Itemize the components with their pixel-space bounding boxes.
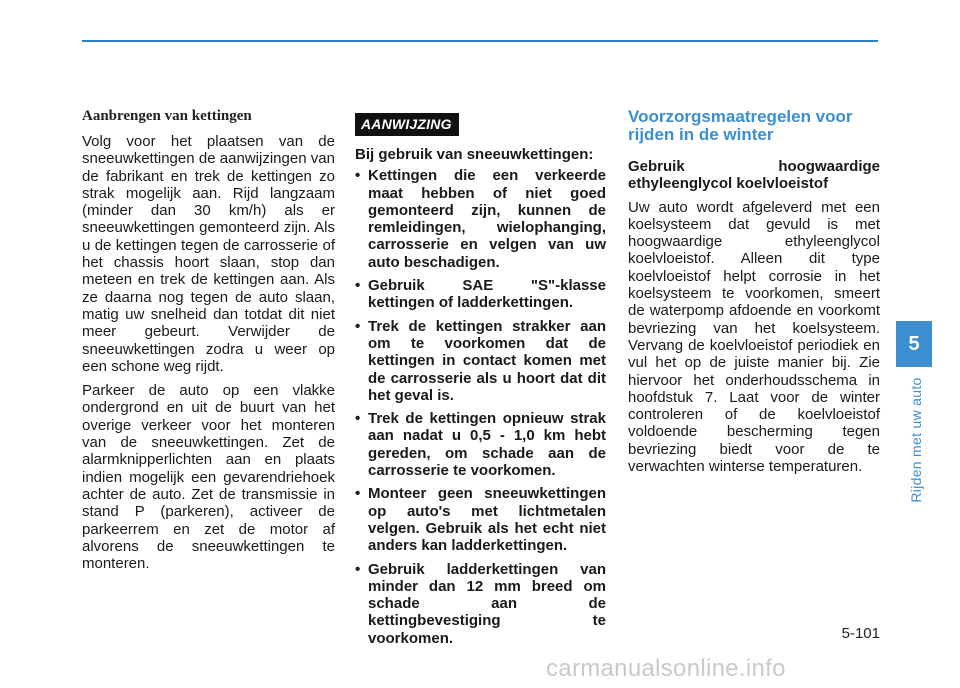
list-item [355, 167, 606, 271]
note-intro: Bij gebruik van sneeuwkettingen: [355, 146, 594, 163]
section-title: Voorzorgsmaatregelen voor rijden in de winter [628, 107, 853, 144]
list-item [355, 410, 606, 479]
sub-heading: Gebruik hoogwaardige ethyleenglycol koelvloeistof [628, 158, 880, 193]
bullet: • [355, 560, 361, 578]
note-badge: AANWIJZING [355, 113, 459, 136]
bullet: • [355, 485, 361, 503]
chapter-title: Rijden met uw auto [908, 377, 924, 503]
list-item-text: Gebruik SAE "S"-klasse kettingen of ladderkettingen. [368, 277, 606, 312]
list-item [355, 561, 606, 647]
bullet: • [355, 410, 361, 428]
header-rule [82, 40, 878, 42]
column-mounting-chains [82, 108, 335, 579]
note-list [355, 167, 606, 647]
list-item [355, 277, 606, 312]
list-item [355, 485, 606, 554]
list-item-text: Gebruik ladderkettingen van minder dan 12 mm breed om schade aan de kettingbevestiging te voorkomen. [368, 560, 606, 647]
bullet: • [355, 167, 361, 185]
list-item-text: Monteer geen sneeuwkettingen op auto's met lichtmetalen velgen. Gebruik als het echt niet anders kan ladderkettingen. [368, 485, 606, 555]
list-item [355, 318, 606, 404]
chapter-number-tab: 5 [896, 321, 932, 367]
list-item-text: Trek de kettingen strakker aan om te voorkomen dat de kettingen in contact komen met de carrosserie als u hoort dat dit het geval is. [368, 317, 606, 404]
bullet: • [355, 277, 361, 295]
bullet: • [355, 317, 361, 335]
paragraph: Parkeer de auto op een vlakke ondergrond en uit de buurt van het overige verkeer voor het monteren van de sneeuwkettingen. Zet de alarmknipperlichten aan en plaats indien mogelijk een gevarendriehoek achter de auto. Zet de transmissie in stand P (parkeren), activeer de parkeerrem en zet de motor af alvorens de sneeuwkettingen te monteren. [82, 382, 335, 573]
column-note [355, 108, 606, 653]
column-winter-precautions [628, 108, 880, 482]
list-item-text: Kettingen die een verkeerde maat hebben of niet goed gemonteerd zijn, kunnen de remleidingen, wielophanging, carrosserie en velgen van uw auto beschadigen. [368, 167, 606, 271]
list-item-text: Trek de kettingen opnieuw strak aan nadat u 0,5 - 1,0 km hebt gereden, om schade aan de carrosserie te voorkomen. [368, 410, 606, 480]
paragraph: Uw auto wordt afgeleverd met een koelsysteem dat gevuld is met hoogwaardige ethyleenglycol koelvloeistof. Alleen dit type koelvloeistof helpt corrosie in het koelsysteem te voorkomen, smeert de waterpomp afdoende en voorkomt bevriezing van het koelsysteem. Vervang de koelvloeistof periodiek en vul het op de juiste manier bij. Zie hiervoor het onderhoudsschema in hoofdstuk 7. Laat voor de winter controleren of de koelvloeistof voldoende bescherming tegen bevriezing biedt voor de te verwachten winterse temperaturen. [628, 198, 880, 476]
paragraph: Volg voor het plaatsen van de sneeuwkettingen de aanwijzingen van de fabrikant en trek de kettingen zo strak mogelijk aan. Rijd langzaam (minder dan 30 km/h) als er sneeuwkettingen gemonteerd zijn. Als u de kettingen tegen de carrosserie of het chassis hoort slaan, stop dan meteen en trek de kettingen aan. Als ze daarna nog tegen de auto slaan, matig uw snelheid dan totdat dit niet meer gebeurt. Verwijder de sneeuwkettingen zodra u weer op een schone weg rijdt. [82, 133, 335, 375]
watermark: carmanualsonline.info [546, 655, 786, 682]
page-number: 5-101 [841, 625, 880, 642]
section-heading: Aanbrengen van kettingen [82, 108, 252, 124]
